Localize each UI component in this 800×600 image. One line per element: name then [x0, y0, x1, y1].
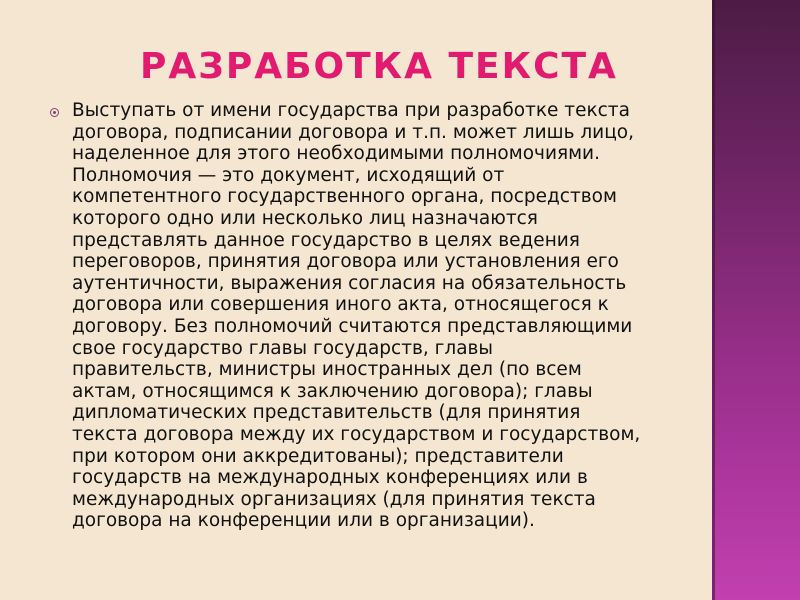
text-line: государств на международных конференциях или в	[72, 467, 588, 489]
circle-bullet-icon	[50, 108, 59, 117]
decorative-side-bar	[712, 0, 800, 600]
text-line: договора на конференции или в организации).	[72, 510, 535, 532]
bullet-text	[72, 100, 674, 532]
text-line: представлять данное государство в целях ведения	[72, 229, 580, 251]
text-line: Выступать от имени государства при разработке текста	[72, 100, 630, 121]
text-line: текста договора между их государством и государством,	[72, 423, 641, 445]
text-line: договора, подписании договора и т.п. может лишь лицо,	[72, 121, 634, 143]
text-line: международных организациях (для принятия текста	[72, 488, 596, 510]
text-line: наделенное для этого необходимыми полномочиями.	[72, 143, 600, 165]
text-line: которого одно или несколько лиц назначаются	[72, 207, 538, 229]
text-line: аутентичности, выражения согласия на обязательность	[72, 272, 627, 294]
text-line: компетентного государственного органа, посредством	[72, 186, 617, 208]
text-line: договору. Без полномочий считаются представляющими	[72, 315, 633, 337]
text-line: переговоров, принятия договора или установления его	[72, 251, 619, 273]
slide-title: РАЗРАБОТКА ТЕКСТА	[140, 46, 618, 87]
text-line: при котором они аккредитованы); представители	[72, 445, 564, 467]
bullet-item	[46, 100, 674, 532]
text-line: договора или совершения иного акта, относящегося к	[72, 294, 609, 316]
text-line: Полномочия — это документ, исходящий от	[72, 164, 505, 186]
text-line: дипломатических представительств (для принятия	[72, 402, 581, 424]
text-line: актам, относящимся к заключению договора); главы	[72, 380, 593, 402]
text-line: свое государство главы государств, главы	[72, 337, 494, 359]
slide-content	[46, 100, 674, 532]
text-line: правительств, министры иностранных дел (по всем	[72, 359, 582, 381]
